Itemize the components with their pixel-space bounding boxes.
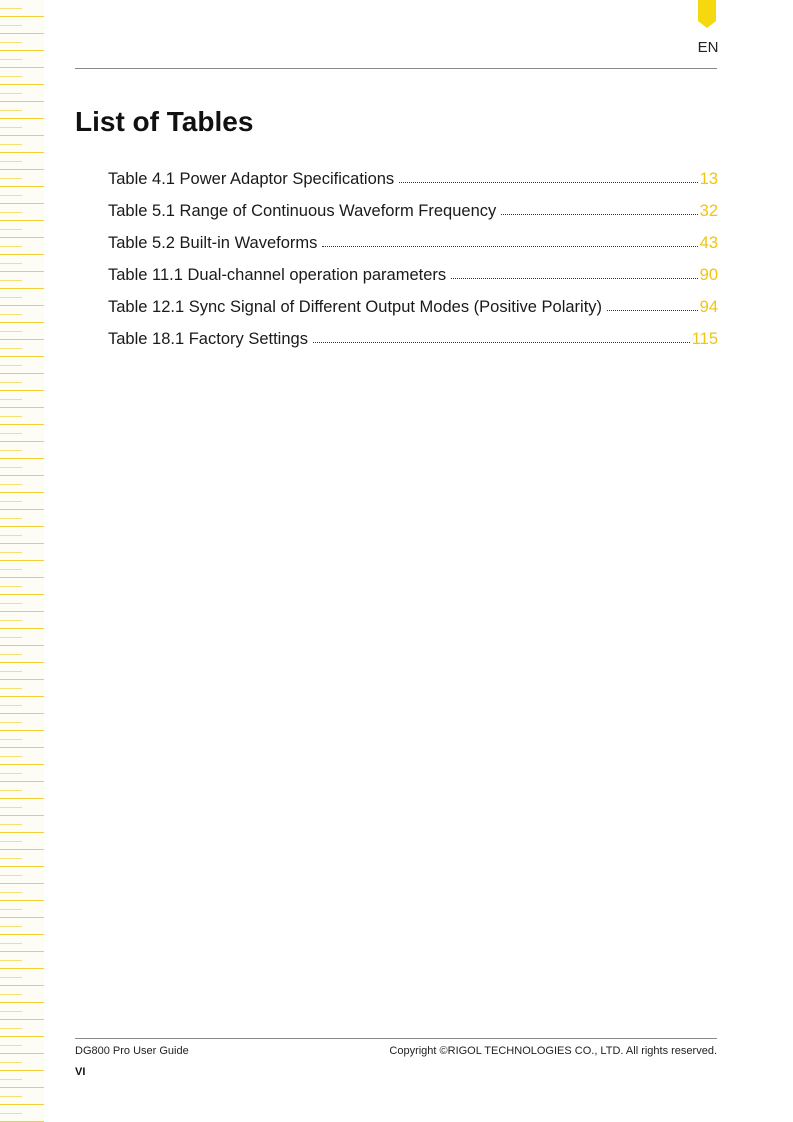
dot-leader <box>399 178 697 183</box>
dot-leader <box>313 338 690 343</box>
page-title: List of Tables <box>75 106 254 137</box>
language-label: EN <box>697 39 719 56</box>
dot-leader <box>607 306 698 311</box>
page-edge-ruler <box>0 0 44 1122</box>
toc-entry-page-link[interactable]: 43 <box>699 234 718 252</box>
list-of-tables <box>108 167 718 359</box>
header-divider <box>75 68 717 69</box>
dot-leader <box>322 242 697 247</box>
toc-entry-page-link[interactable]: 115 <box>691 330 718 348</box>
toc-entry[interactable] <box>108 167 718 199</box>
toc-entry-page-link[interactable]: 90 <box>699 266 718 284</box>
toc-entry-page-link[interactable]: 32 <box>699 202 718 220</box>
dot-leader <box>451 274 697 279</box>
toc-entry[interactable] <box>108 295 718 327</box>
toc-entry-page-link[interactable]: 13 <box>699 170 718 188</box>
toc-entry-page-link[interactable]: 94 <box>699 298 718 316</box>
toc-entry-label: Table 11.1 Dual-channel operation parameters <box>108 266 447 284</box>
toc-entry-label: Table 4.1 Power Adaptor Specifications <box>108 170 395 188</box>
toc-entry[interactable] <box>108 231 718 263</box>
page-number: VI <box>75 1066 86 1078</box>
toc-entry[interactable] <box>108 263 718 295</box>
toc-entry-label: Table 5.2 Built-in Waveforms <box>108 234 318 252</box>
toc-entry[interactable] <box>108 199 718 231</box>
toc-entry-label: Table 12.1 Sync Signal of Different Output Modes (Positive Polarity) <box>108 298 603 316</box>
document-name: DG800 Pro User Guide <box>75 1045 189 1057</box>
toc-entry-label: Table 5.1 Range of Continuous Waveform Frequency <box>108 202 497 220</box>
dot-leader <box>501 210 697 215</box>
footer-divider <box>75 1038 717 1039</box>
toc-entry-label: Table 18.1 Factory Settings <box>108 330 308 348</box>
language-tab-marker <box>698 0 716 28</box>
copyright-notice: Copyright ©RIGOL TECHNOLOGIES CO., LTD. All rights reserved. <box>389 1045 717 1057</box>
toc-entry[interactable] <box>108 327 718 359</box>
